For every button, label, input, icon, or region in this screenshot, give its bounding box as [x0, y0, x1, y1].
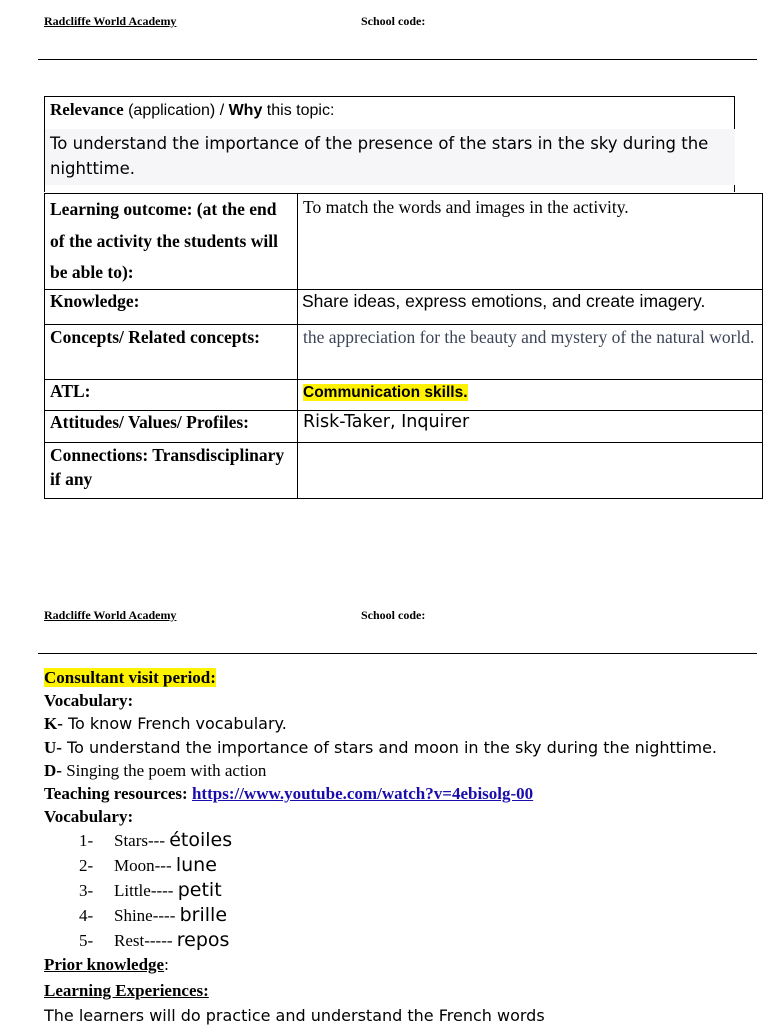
header-divider [38, 653, 757, 654]
learning-outcome-label: Learning outcome: (at the end of the activity the students will be able to): [45, 194, 298, 290]
vocabulary-heading-2: Vocabulary: [44, 807, 134, 827]
list-item [79, 928, 744, 953]
page1-header [44, 14, 744, 34]
teaching-resources [44, 782, 744, 805]
list-number: 4- [79, 906, 94, 926]
list-number: 1- [79, 831, 94, 851]
connections-label: Connections: Transdisciplinary if any [45, 442, 298, 498]
relevance-label: Relevance [50, 100, 124, 119]
school-name: Radcliffe World Academy [44, 608, 177, 622]
vocabulary-list [44, 828, 744, 953]
prior-knowledge [44, 953, 744, 976]
atl-value: Communication skills. [303, 383, 468, 401]
table-row [45, 289, 763, 324]
table-row [45, 379, 763, 410]
objective-u [44, 736, 744, 759]
list-item [79, 828, 744, 853]
prior-knowledge-heading: Prior knowledge [44, 955, 165, 975]
school-name: Radcliffe World Academy [44, 14, 177, 28]
list-number: 5- [79, 931, 94, 951]
u-text: To understand the importance of stars and moon in the sky during the nighttime. [61, 737, 718, 757]
knowledge-label: Knowledge: [45, 289, 298, 324]
learning-outcome-value: To match the words and images in the activity. [298, 194, 763, 290]
d-label: D- [44, 760, 62, 780]
objective-k [44, 712, 744, 735]
atl-label: ATL: [45, 379, 298, 410]
learners-text: The learners will do practice and understand the French words [44, 1005, 545, 1025]
english-word: Rest----- [114, 931, 173, 951]
connections-value [298, 442, 763, 498]
objective-d [44, 759, 744, 782]
why-label: Why [228, 102, 263, 119]
school-code-label: School code: [361, 14, 426, 28]
list-number: 2- [79, 856, 94, 876]
french-word: lune [175, 854, 217, 877]
english-word: Little---- [114, 881, 174, 901]
lesson-content [44, 666, 744, 1027]
header-divider [38, 59, 757, 60]
teaching-resources-link[interactable]: https://www.youtube.com/watch?v=4ebisolg-00 [191, 784, 534, 804]
vocabulary-heading: Vocabulary: [44, 691, 134, 711]
relevance-text: To understand the importance of the presence of the stars in the sky during the nighttime. [45, 129, 735, 185]
french-word: brille [179, 904, 228, 927]
lesson-info-table [44, 193, 763, 499]
k-text: To know French vocabulary. [62, 714, 287, 734]
concepts-label: Concepts/ Related concepts: [45, 324, 298, 379]
prior-knowledge-colon: : [164, 955, 169, 975]
relevance-application-text: (application) / [123, 102, 229, 119]
table-row [45, 442, 763, 498]
table-row [45, 410, 763, 442]
attitudes-label: Attitudes/ Values/ Profiles: [45, 410, 298, 442]
english-word: Stars--- [114, 831, 165, 851]
french-word: repos [176, 929, 230, 952]
english-word: Shine---- [114, 906, 176, 926]
teaching-resources-label: Teaching resources: [44, 784, 188, 804]
list-number: 3- [79, 881, 94, 901]
french-word: étoiles [169, 829, 233, 852]
knowledge-value: Share ideas, express emotions, and create imagery. [298, 289, 763, 324]
consultant-visit-heading: Consultant visit period: [44, 668, 216, 687]
learning-experiences-heading: Learning Experiences: [44, 980, 209, 1000]
d-text: Singing the poem with action [61, 760, 267, 780]
relevance-topic-text: this topic: [262, 102, 335, 119]
english-word: Moon--- [114, 856, 172, 876]
school-code-label: School code: [361, 608, 426, 622]
concepts-value: the appreciation for the beauty and mystery of the natural world. [298, 324, 763, 379]
k-label: K- [44, 714, 63, 734]
page2-header [44, 608, 744, 628]
u-label: U- [44, 737, 62, 757]
relevance-heading [50, 100, 334, 120]
list-item [79, 853, 744, 878]
table-row [45, 194, 763, 290]
french-word: petit [177, 879, 222, 902]
table-row [45, 324, 763, 379]
list-item [79, 878, 744, 903]
attitudes-value: Risk-Taker, Inquirer [298, 410, 763, 442]
list-item [79, 903, 744, 928]
relevance-box [44, 96, 735, 192]
